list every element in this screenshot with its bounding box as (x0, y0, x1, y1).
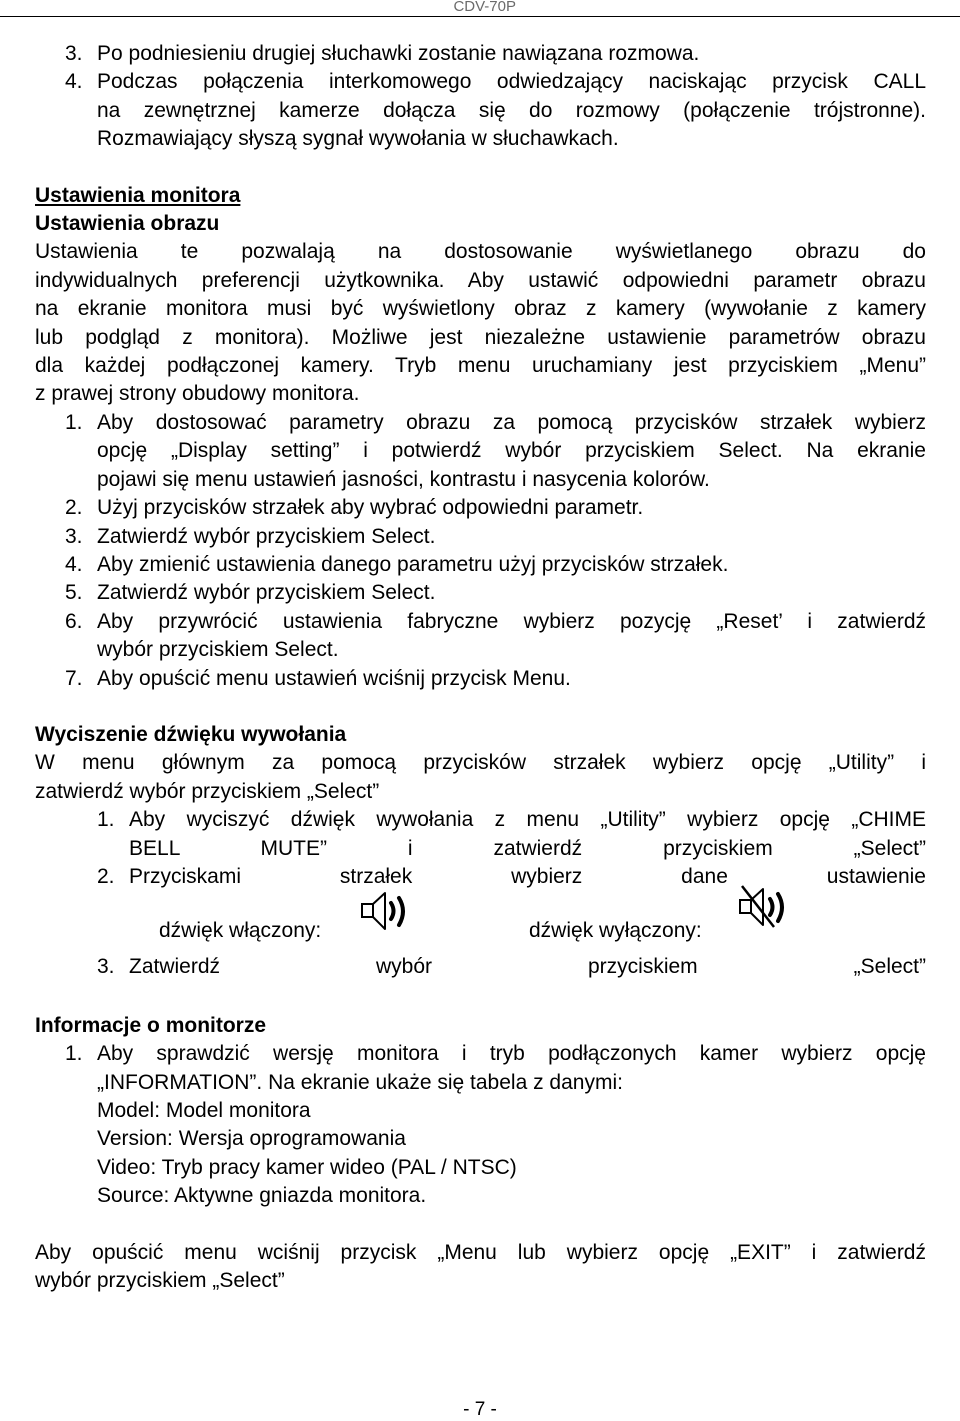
list-text-line: opcję „Display setting” i potwierdź wybór przyciskiem Select. Na ekranie (97, 439, 926, 463)
section-heading-monitor-settings: Ustawienia monitora (35, 183, 241, 207)
list-text-line: Podczas połączenia interkomowego odwiedzający naciskając przycisk CALL (97, 70, 926, 94)
list-text-line: Version: Wersja oprogramowania (97, 1127, 406, 1151)
list-text-line: Zatwierdź wybór przyciskiem Select. (97, 581, 436, 605)
paragraph-line: W menu głównym za pomocą przycisków strzałek wybierz opcję „Utility” i (35, 751, 926, 775)
paragraph-line: wybór przyciskiem „Select” (35, 1269, 285, 1293)
list-number: 2. (97, 864, 115, 888)
list-number: 5. (65, 581, 83, 605)
list-number: 6. (65, 609, 83, 633)
list-item (35, 40, 926, 68)
list-number: 1. (65, 410, 83, 434)
list-number: 2. (65, 496, 83, 520)
list-number: 1. (65, 1042, 83, 1066)
header-model: CDV-70P (453, 0, 516, 15)
list-text-line: Aby sprawdzić wersję monitora i tryb podłączonych kamer wybierz opcję (97, 1042, 926, 1066)
list-item (35, 608, 926, 665)
list-number: 7. (65, 666, 83, 690)
list-number: 4. (65, 552, 83, 576)
list-item (35, 665, 926, 693)
list-item (35, 806, 926, 863)
list-text-line: Aby wyciszyć dźwięk wywołania z menu „Utility” wybierz opcję „CHIME (129, 808, 926, 832)
list-text-line: Source: Aktywne gniazda monitora. (97, 1184, 427, 1208)
list-text-line: Aby przywrócić ustawienia fabryczne wybierz pozycję „Reset’ i zatwierdź (97, 609, 926, 633)
list-text-line: BELL MUTE” i zatwierdź przyciskiem „Select” (129, 836, 926, 860)
list-text-line: Model: Model monitora (97, 1099, 311, 1122)
paragraph-line: indywidualnych preferencji użytkownika. Aby ustawić odpowiedni parametr obrazu (35, 268, 926, 292)
page-header (0, 0, 960, 17)
subheading-image-settings: Ustawienia obrazu (35, 212, 220, 236)
paragraph-exit (35, 1239, 926, 1296)
speaker-on-icon (361, 889, 411, 935)
sound-settings-row (35, 891, 926, 953)
list-text: Po podniesieniu drugiej słuchawki zostanie nawiązana rozmowa. (97, 42, 700, 65)
list-text-line: Rozmawiający słyszą sygnał wywołania w słuchawkach. (97, 127, 619, 151)
list-text-line: Przyciskami strzałek wybierz dane ustawienie (129, 864, 926, 888)
paragraph-line: Aby opuścić menu wciśnij przycisk „Menu lub wybierz opcję „EXIT” i zatwierdź (35, 1240, 926, 1264)
list-number: 1. (97, 808, 115, 832)
list-text-line: Aby opuścić menu ustawień wciśnij przycisk Menu. (97, 666, 571, 690)
paragraph-line: z prawej strony obudowy monitora. (35, 382, 360, 406)
paragraph-line: zatwierdź wybór przyciskiem „Select” (35, 779, 380, 803)
list-item (35, 953, 926, 981)
paragraph-image-settings (35, 238, 926, 408)
list-text-line: Użyj przycisków strzałek aby wybrać odpowiedni parametr. (97, 496, 644, 520)
list-number: 3. (97, 955, 115, 979)
paragraph-mute (35, 749, 926, 806)
sound-on-label: dźwięk włączony: (159, 919, 322, 943)
list-number: 3. (65, 524, 83, 548)
speaker-muted-icon (739, 883, 793, 931)
paragraph-line: lub podgląd z monitora). Możliwe jest niezależne ustawienie parametrów obrazu (35, 325, 926, 349)
list-text-line: wybór przyciskiem Select. (97, 638, 339, 662)
list-text-line: Zatwierdź wybór przyciskiem „Select” (129, 955, 926, 979)
list-text-line: Aby dostosować parametry obrazu za pomocą przycisków strzałek wybierz (97, 410, 926, 434)
list-text-line: na zewnętrznej kamerze dołącza się do rozmowy (połączenie trójstronne). (97, 98, 926, 122)
list-item (35, 68, 926, 153)
list-item (35, 494, 926, 522)
sound-off-label: dźwięk wyłączony: (529, 919, 702, 943)
list-item (35, 1040, 926, 1210)
list-text-line: Zatwierdź wybór przyciskiem Select. (97, 524, 436, 548)
paragraph-line: na ekranie monitora musi być wyświetlony obraz z kamery (wywołanie z kamery (35, 297, 926, 321)
list-text-line: „INFORMATION”. Na ekranie ukaże się tabela z danymi: (97, 1070, 623, 1094)
list-text-line: pojawi się menu ustawień jasności, kontrastu i nasycenia kolorów. (97, 467, 710, 491)
list-item (35, 523, 926, 551)
section-heading-mute: Wyciszenie dźwięku wywołania (35, 722, 347, 746)
list-item (35, 579, 926, 607)
list-item (35, 409, 926, 494)
list-number: 4. (65, 70, 83, 94)
section-heading-info: Informacje o monitorze (35, 1013, 267, 1037)
list-text-line: Video: Tryb pracy kamer wideo (PAL / NTSC) (97, 1155, 517, 1179)
document-body (35, 40, 926, 1295)
list-item (35, 551, 926, 579)
list-number: 3. (65, 42, 83, 65)
list-text-line: Aby zmienić ustawienia danego parametru użyj przycisków strzałek. (97, 552, 729, 576)
page-number: - 7 - (463, 1399, 497, 1420)
paragraph-line: Ustawienia te pozwalają na dostosowanie wyświetlanego obrazu do (35, 240, 926, 264)
paragraph-line: dla każdej podłączonej kamery. Tryb menu uruchamiany jest przyciskiem „Menu” (35, 354, 926, 378)
